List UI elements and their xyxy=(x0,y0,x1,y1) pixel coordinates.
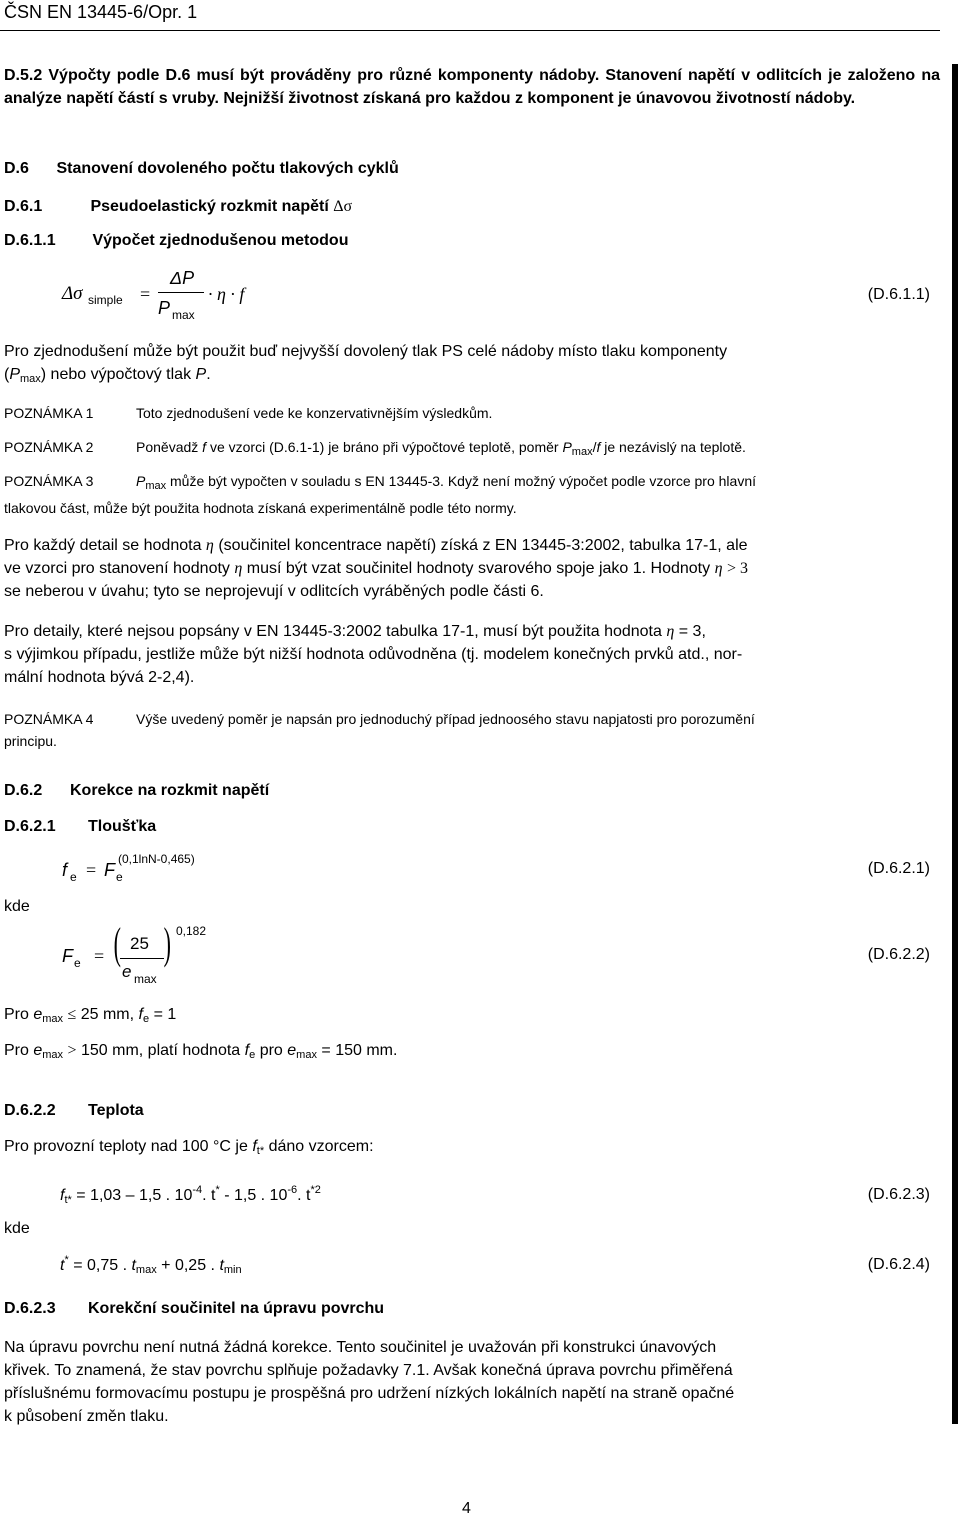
eq611-denominator: P xyxy=(158,298,171,318)
eq611-fraction-bar xyxy=(158,292,204,293)
document-header: ČSN EN 13445-6/Opr. 1 xyxy=(4,2,198,22)
equation-d623: $f_{t*} = 1,03 - 1,5$ . $10^{-4}$. t* - 1,5 . $10^{-6}$. $t^{*2}$ xyxy=(60,1184,321,1206)
heading-d61 xyxy=(4,198,352,216)
kde-1: kde xyxy=(4,898,30,915)
heading-d6-title: Stanovení dovoleného počtu tlakových cyklů xyxy=(56,160,399,177)
heading-d61-num: D.6.1 xyxy=(4,198,43,215)
heading-d621: D.6.2.1 Tloušťka xyxy=(4,818,157,835)
header-rule xyxy=(0,30,940,31)
eq611-lhs-sub: simple xyxy=(88,293,123,307)
heading-d611-num: D.6.1.1 xyxy=(4,232,56,249)
heading-d623: D.6.2.3 Korekční součinitel na úpravu povrchu xyxy=(4,1300,385,1317)
note-1-label: POZNÁMKA 1 xyxy=(4,405,94,421)
left-paren: ( xyxy=(113,919,121,968)
eq611-den-sub: max xyxy=(172,308,195,322)
paragraph-temperature: Pro provozní teploty nad 100 °C je $f_{t*}$ dáno vzorcem: xyxy=(4,1138,374,1157)
eq611-rest: · η · f xyxy=(208,284,245,304)
kde-2: kde xyxy=(4,1220,30,1237)
condition-2: Pro $e_{max} > 150$ mm, platí hodnota $f_e$ pro $e_{max} = 150$ mm. xyxy=(4,1042,398,1061)
paragraph-simplification xyxy=(4,340,940,391)
eq611-equals: = xyxy=(140,284,151,304)
eq623-label: (D.6.2.3) xyxy=(867,1186,930,1203)
right-paren: ) xyxy=(163,919,171,968)
p1-line2: $(P_{max})$ nebo výpočtový tlak P. xyxy=(4,366,211,385)
note-1 xyxy=(4,402,940,424)
heading-d6 xyxy=(4,160,399,178)
condition-1: Pro $e_{max} \le 25$ mm, $f_e = 1$ xyxy=(4,1006,177,1025)
heading-d62: D.6.2 Korekce na rozkmit napětí xyxy=(4,782,270,799)
eq611-lhs: Δσ xyxy=(62,283,83,304)
note-2: POZNÁMKA 2 Poněvadž f ve vzorci (D.6.1-1) je bráno při výpočtové teplotě, poměr $P_{max}/f$ je nezávislý na teplotě. xyxy=(4,436,940,463)
eq611-label: (D.6.1.1) xyxy=(867,286,930,303)
p1-line1: Pro zjednodušení může být použit buď nejvyšší dovolený tlak PS celé nádoby místo tlaku komponenty xyxy=(4,343,728,360)
equation-d624: t* = 0,75 . $t_{max} + 0,25$ . $t_{min}$ xyxy=(60,1254,242,1276)
paragraph-details: Pro detaily, které nejsou popsány v EN 13445-3:2002 tabulka 17-1, musí být použita hodnota η = 3, s výjimkou případu, jestliže může být nižší hodnota odůvodněna (tj. modelem konečných prvků atd., nor- mální hodnota bývá 2-2,4). xyxy=(4,623,743,686)
eq622-fraction-bar xyxy=(120,958,164,959)
heading-d611-title: Výpočet zjednodušenou metodou xyxy=(92,232,349,249)
note-2-label: POZNÁMKA 2 xyxy=(4,439,94,455)
eq611-numerator: ΔP xyxy=(170,268,195,288)
heading-d6-num: D.6 xyxy=(4,160,29,177)
note-1-text: Toto zjednodušení vede ke konzervativnějším výsledkům. xyxy=(136,405,493,421)
note-3-label: POZNÁMKA 3 xyxy=(4,473,94,489)
paragraph-eta: Pro každý detail se hodnota η (součinitel koncentrace napětí) získá z EN 13445-3:2002, tabulka 17-1, ale ve vzorci pro stanovení hodnoty η musí být vzat součinitel hodnoty svarového spoje jako 1. Hodnoty η > 3 se neberou v úvahu; tyto se neprojevují v odlitcích vyráběných podle části 6. xyxy=(4,537,748,600)
page-number: 4 xyxy=(462,1500,471,1517)
paragraph-surface: Na úpravu povrchu není nutná žádná korekce. Tento součinitel je uvažován při konstrukci únavových křivek. To znamená, že stav povrchu splňuje požadavky 7.1. Avšak konečná úprava povrchu přiměřená příslušnému formovacímu postupu je prospěšná pro udržení nízkých lokálních napětí na straně opačné k působení změn tlaku. xyxy=(4,1339,735,1425)
heading-d622: D.6.2.2 Teplota xyxy=(4,1102,144,1119)
heading-d61-symbol: Δσ xyxy=(333,198,353,215)
eq624-label: (D.6.2.4) xyxy=(867,1256,930,1273)
heading-d61-title: Pseudoelastický rozkmit napětí xyxy=(90,198,329,215)
d52-text: D.5.2 Výpočty podle D.6 musí být prováděny pro různé komponenty nádoby. Stanovení napětí v odlitcích je založeno na analýze napětí částí s vruby. Nejnižší životnost získaná pro každou z komponent je únavovou životností nádoby. xyxy=(4,67,940,107)
note-3: POZNÁMKA 3 $P_{max}$ může být vypočten v souladu s EN 13445-3. Když není možný výpočet podle vzorce pro hlavní tlakovou část, může být použita hodnota získaná experimentálně podle této normy. xyxy=(4,470,940,519)
heading-d611 xyxy=(4,232,348,250)
change-bar xyxy=(952,64,958,1424)
note-4: POZNÁMKA 4 Výše uvedený poměr je napsán pro jednoduchý případ jednoosého stavu napjatosti pro porozumění principu. xyxy=(4,708,940,752)
note-4-label: POZNÁMKA 4 xyxy=(4,711,94,727)
paragraph-d52 xyxy=(4,64,940,110)
